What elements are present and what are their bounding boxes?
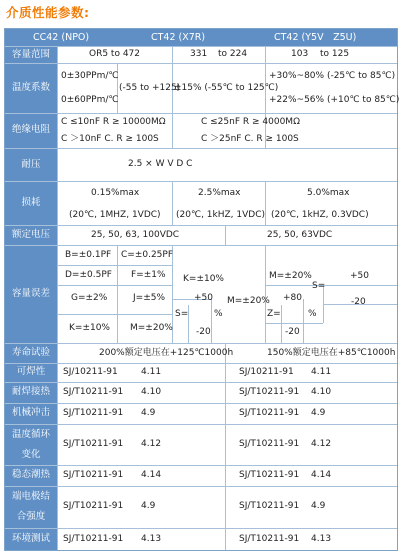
std-cycle-b: SJ/T10211-91 [239,439,300,449]
temp-npo-1: 0±30PPm/℃ [61,71,119,81]
loss-y5v-2: (20℃, 1kHZ, 0.3VDC) [271,210,369,220]
row-divider [5,465,397,466]
row-divider [57,285,172,286]
tol-y5v-plus80: +80 [283,293,302,303]
tol-b: B=±0.1PF [65,250,112,260]
column-divider [265,181,266,225]
label-temp-cycle-2: 变化 [21,449,41,460]
std-solder-a: SJ/10211-91 [63,367,118,377]
voltage-value: 2.5 × W V D C [128,159,193,169]
std-shock-b-clause: 4.9 [311,408,326,418]
std-shock-a-clause: 4.9 [141,408,156,418]
row-divider [5,113,397,114]
loss-x7r-1: 2.5%max [198,188,241,198]
temp-npo-3: (-55 to +125) [119,83,181,93]
label-capacitance-range: 容量范围 [11,49,50,60]
tol-f: F=±1% [131,270,166,280]
tol-y5v-plus50: +50 [350,271,369,281]
column-divider [57,46,58,550]
insulation-1a: C ≤10nF R ≥ 10000MΩ [61,117,166,127]
row-divider [57,265,172,266]
std-shock-b: SJ/T10211-91 [239,408,300,418]
label-rated-voltage: 额定电压 [11,229,50,240]
row-divider [5,343,397,344]
column-divider [303,299,304,343]
tol-k: K=±10% [69,323,110,333]
header-y5v: CT42 (Y5V Z5U) [274,32,357,43]
std-solder-b-clause: 4.11 [311,367,332,377]
tol-x7r-k: K=±10% [183,274,224,284]
row-divider [5,63,397,64]
column-divider [117,245,118,343]
std-shock-a: SJ/T10211-91 [63,408,124,418]
loss-npo-2: (20℃, 1MHZ, 1VDC) [69,210,161,220]
label-environment: 环境测试 [11,533,50,544]
label-temp-cycle-1: 温度循环 [11,429,50,440]
column-divider [225,225,226,245]
label-life-test: 寿命试验 [11,347,50,358]
range-x7r-b: to 224 [218,49,248,59]
row-divider [5,424,397,425]
label-mech-shock: 机械冲击 [11,407,50,418]
std-damp-b: SJ/T10211-91 [239,470,300,480]
label-solderability: 可焊性 [16,366,46,377]
row-divider [5,363,397,364]
row-divider [5,382,397,383]
tol-d: D=±0.5PF [65,270,112,280]
tol-g: G=±2% [71,293,108,303]
label-damp-heat: 稳态潮热 [11,469,50,480]
std-bond-a-clause: 4.9 [141,501,156,511]
loss-npo-1: 0.15%max [91,188,140,198]
tol-m: M=±20% [130,323,173,333]
std-damp-b-clause: 4.14 [311,470,332,480]
tol-x7r-plus: +50 [194,293,213,303]
column-divider [225,363,226,550]
std-cycle-b-clause: 4.12 [311,439,332,449]
std-damp-a: SJ/T10211-91 [63,470,124,480]
insulation-2b: C ＞25nF C. R ≥ 100S [201,134,299,144]
column-divider [172,181,173,225]
tol-x7r-s: S= [175,309,189,319]
std-bond-a: SJ/T10211-91 [63,501,124,511]
std-env-a: SJ/T10211-91 [63,534,124,544]
loss-x7r-2: (20℃, 1kHZ, 1VDC) [176,210,265,220]
tol-y5v-m: M=±20% [269,271,312,281]
temp-x7r: ±15% (-55℃ to 125℃) [174,83,279,93]
std-env-a-clause: 4.13 [141,534,162,544]
temp-y5v-2: +22%~56% (+10℃ to 85℃) [269,95,400,105]
tol-y5v-s: S= [312,281,326,291]
std-heat-a-clause: 4.10 [141,387,162,397]
row-divider [265,323,323,324]
life-test-b: 150%额定电压在+85℃1000h [267,348,396,358]
column-divider [265,46,266,148]
tol-x7r-minus: -20 [196,327,211,337]
range-y5v-a: 103 [291,49,309,59]
tol-j: J=±5% [133,293,166,303]
loss-y5v-1: 5.0%max [307,188,350,198]
header-npo: CC42 (NPO) [33,32,90,43]
row-divider [5,245,397,246]
column-divider [281,305,282,343]
page-title: 介质性能参数: [6,5,90,20]
tol-y5v-minus20b: -20 [351,297,366,307]
insulation-2a: C ＞10nF C. R ≥ 100S [61,134,159,144]
rated-voltage-b: 25, 50, 63VDC [267,230,333,240]
row-divider [5,486,397,487]
dielectric-properties-table [4,28,398,551]
temp-y5v-1: +30%~80% (-25℃ to 85℃) [269,71,396,81]
tol-c: C=±0.25PF [121,250,174,260]
label-solder-heat: 耐焊接热 [11,386,50,397]
range-npo: OR5 to 472 [89,49,140,59]
std-damp-a-clause: 4.14 [141,470,162,480]
column-divider [211,299,212,343]
label-loss: 损耗 [21,197,41,208]
row-divider [265,285,397,286]
std-solder-b: SJ/10211-91 [239,367,294,377]
range-x7r-a: 331 [190,49,208,59]
tol-y5v-z: Z= [267,309,281,319]
label-tolerance: 容量误差 [11,288,50,299]
label-insulation: 绝缘电阻 [11,124,50,135]
range-y5v-b: to 125 [320,49,350,59]
std-heat-b-clause: 4.10 [311,387,332,397]
tol-x7r-m: M=±20% [227,296,270,306]
tol-y5v-minus20: -20 [285,327,300,337]
column-divider [172,46,173,148]
rated-voltage-a: 25, 50, 63, 100VDC [91,230,180,240]
row-divider [5,403,397,404]
insulation-1b: C ≤25nF R ≥ 4000MΩ [201,117,300,127]
row-divider [57,314,172,315]
label-bonding-2: 合强度 [16,511,46,522]
std-bond-b-clause: 4.9 [311,501,326,511]
std-env-b-clause: 4.13 [311,534,332,544]
std-env-b: SJ/T10211-91 [239,534,300,544]
label-temp-coefficient: 温度系数 [11,82,50,93]
std-heat-b: SJ/T10211-91 [239,387,300,397]
tol-x7r-pct: % [214,309,223,319]
row-divider [5,148,397,149]
label-bonding-1: 端电极结 [11,491,50,502]
std-cycle-a: SJ/T10211-91 [63,439,124,449]
row-divider [5,225,397,226]
std-solder-a-clause: 4.11 [141,367,162,377]
life-test-a: 200%额定电压在+125℃1000h [99,348,234,358]
std-heat-a: SJ/T10211-91 [63,387,124,397]
column-divider [265,245,266,343]
tol-y5v-pct: % [308,309,317,319]
row-divider [5,46,397,47]
label-voltage: 耐压 [21,159,41,170]
row-divider [5,181,397,182]
temp-npo-2: 0±60PPm/℃ [61,95,119,105]
row-divider [5,528,397,529]
std-cycle-a-clause: 4.12 [141,439,162,449]
std-bond-b: SJ/T10211-91 [239,501,300,511]
header-x7r: CT42 (X7R) [151,32,206,43]
